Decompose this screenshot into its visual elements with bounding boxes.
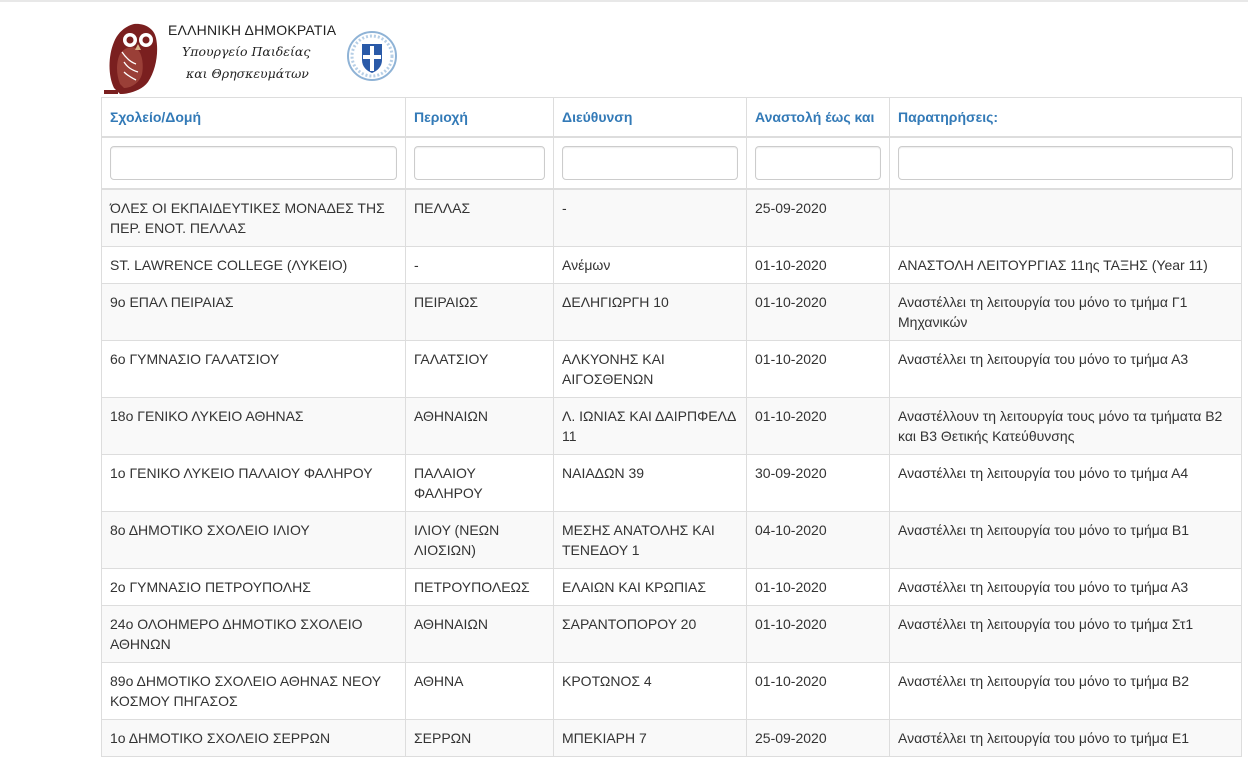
cell-area: ΠΕΤΡΟΥΠΟΛΕΩΣ [406, 569, 554, 606]
cell-until: 04-10-2020 [747, 512, 890, 569]
cell-address: ΔΕΛΗΓΙΩΡΓΗ 10 [554, 284, 747, 341]
cell-notes: Αναστέλλει τη λειτουργία του μόνο το τμήμα Β2 [890, 663, 1242, 720]
cell-school: 24ο ΟΛΟΗΜΕΡΟ ΔΗΜΟΤΙΚΟ ΣΧΟΛΕΙΟ ΑΘΗΝΩΝ [102, 606, 406, 663]
cell-notes: Αναστέλλει τη λειτουργία του μόνο το τμήμα Α4 [890, 455, 1242, 512]
cell-address: Ανέμων [554, 247, 747, 284]
cell-area: - [406, 247, 554, 284]
cell-until: 30-09-2020 [747, 455, 890, 512]
cell-address: ΜΕΣΗΣ ΑΝΑΤΟΛΗΣ ΚΑΙ ΤΕΝΕΔΟΥ 1 [554, 512, 747, 569]
greek-coat-of-arms-icon [346, 30, 398, 82]
table-row [102, 247, 1242, 284]
filter-notes-input[interactable] [898, 146, 1233, 180]
cell-notes: Αναστέλλει τη λειτουργία του μόνο το τμήμα Β1 [890, 512, 1242, 569]
cell-area: ΑΘΗΝΑΙΩΝ [406, 606, 554, 663]
cell-until: 25-09-2020 [747, 720, 890, 757]
table-row [102, 189, 1242, 247]
table-row [102, 606, 1242, 663]
cell-until: 01-10-2020 [747, 247, 890, 284]
column-header-suspension-until[interactable]: Αναστολή έως και [747, 98, 890, 138]
table-row [102, 398, 1242, 455]
filter-address-input[interactable] [562, 146, 738, 180]
cell-area: ΑΘΗΝΑΙΩΝ [406, 398, 554, 455]
cell-address: ΚΡΟΤΩΝΟΣ 4 [554, 663, 747, 720]
column-header-address[interactable]: Διεύθυνση [554, 98, 747, 138]
filter-until-input[interactable] [755, 146, 881, 180]
cell-address: ΕΛΑΙΩΝ ΚΑΙ ΚΡΩΠΙΑΣ [554, 569, 747, 606]
cell-school: 2ο ΓΥΜΝΑΣΙΟ ΠΕΤΡΟΥΠΟΛΗΣ [102, 569, 406, 606]
table-row [102, 663, 1242, 720]
ministry-name-line2: και Θρησκευμάτων [186, 66, 309, 81]
cell-until: 01-10-2020 [747, 569, 890, 606]
government-title: ΕΛΛΗΝΙΚΗ ΔΗΜΟΚΡΑΤΙΑ [168, 22, 337, 38]
cell-area: ΠΕΙΡΑΙΩΣ [406, 284, 554, 341]
cell-notes: Αναστέλλει τη λειτουργία του μόνο το τμήμα Στ1 [890, 606, 1242, 663]
cell-school: ST. LAWRENCE COLLEGE (ΛΥΚΕΙΟ) [102, 247, 406, 284]
cell-school: ΌΛΕΣ ΟΙ ΕΚΠΑΙΔΕΥΤΙΚΕΣ ΜΟΝΑΔΕΣ ΤΗΣ ΠΕΡ. ΕΝΟΤ. ΠΕΛΛΑΣ [102, 189, 406, 247]
cell-address: ΜΠΕΚΙΑΡΗ 7 [554, 720, 747, 757]
cell-until: 01-10-2020 [747, 284, 890, 341]
column-header-school[interactable]: Σχολείο/Δομή [102, 98, 406, 138]
cell-school: 6ο ΓΥΜΝΑΣΙΟ ΓΑΛΑΤΣΙΟΥ [102, 341, 406, 398]
cell-area: ΓΑΛΑΤΣΙΟΥ [406, 341, 554, 398]
cell-notes: Αναστέλλει τη λειτουργία του μόνο το τμήμα Α3 [890, 341, 1242, 398]
cell-notes: Αναστέλλει τη λειτουργία του μόνο το τμήμα Γ1 Μηχανικών [890, 284, 1242, 341]
cell-address: Λ. ΙΩΝΙΑΣ ΚΑΙ ΔΑΙΡΠΦΕΛΔ 11 [554, 398, 747, 455]
cell-until: 01-10-2020 [747, 663, 890, 720]
cell-area: ΙΛΙΟΥ (ΝΕΩΝ ΛΙΟΣΙΩΝ) [406, 512, 554, 569]
cell-address: ΝΑΙΑΔΩΝ 39 [554, 455, 747, 512]
filter-area-input[interactable] [414, 146, 545, 180]
cell-until: 01-10-2020 [747, 398, 890, 455]
cell-area: ΣΕΡΡΩΝ [406, 720, 554, 757]
filter-school-input[interactable] [110, 146, 397, 180]
cell-school: 1ο ΔΗΜΟΤΙΚΟ ΣΧΟΛΕΙΟ ΣΕΡΡΩΝ [102, 720, 406, 757]
top-border [0, 0, 1248, 2]
cell-school: 9ο ΕΠΑΛ ΠΕΙΡΑΙΑΣ [102, 284, 406, 341]
cell-area: ΠΑΛΑΙΟΥ ΦΑΛΗΡΟΥ [406, 455, 554, 512]
ministry-header [100, 18, 410, 96]
column-header-notes[interactable]: Παρατηρήσεις: [890, 98, 1242, 138]
cell-notes: Αναστέλλει τη λειτουργία του μόνο το τμήμα Ε1 [890, 720, 1242, 757]
table-row [102, 455, 1242, 512]
cell-school: 89ο ΔΗΜΟΤΙΚΟ ΣΧΟΛΕΙΟ ΑΘΗΝΑΣ ΝΕΟΥ ΚΟΣΜΟΥ ΠΗΓΑΣΟΣ [102, 663, 406, 720]
cell-notes: Αναστέλλουν τη λειτουργία τους μόνο τα τμήματα Β2 και Β3 Θετικής Κατεύθυνσης [890, 398, 1242, 455]
cell-area: ΑΘΗΝΑ [406, 663, 554, 720]
cell-until: 01-10-2020 [747, 341, 890, 398]
cell-address: - [554, 189, 747, 247]
cell-notes: ΑΝΑΣΤΟΛΗ ΛΕΙΤΟΥΡΓΙΑΣ 11ης ΤΑΞΗΣ (Year 11) [890, 247, 1242, 284]
column-header-area[interactable]: Περιοχή [406, 98, 554, 138]
cell-school: 18ο ΓΕΝΙΚΟ ΛΥΚΕΙΟ ΑΘΗΝΑΣ [102, 398, 406, 455]
cell-address: ΑΛΚΥΟΝΗΣ ΚΑΙ ΑΙΓΟΣΘΕΝΩΝ [554, 341, 747, 398]
cell-notes [890, 189, 1242, 247]
ministry-name-line1: Υπουργείο Παιδείας [182, 44, 311, 59]
filter-row [102, 137, 1242, 189]
table-row [102, 512, 1242, 569]
table-row [102, 341, 1242, 398]
table-row [102, 284, 1242, 341]
owl-logo-icon [100, 18, 162, 96]
cell-school: 8ο ΔΗΜΟΤΙΚΟ ΣΧΟΛΕΙΟ ΙΛΙΟΥ [102, 512, 406, 569]
cell-until: 25-09-2020 [747, 189, 890, 247]
table-header-row [102, 98, 1242, 138]
cell-area: ΠΕΛΛΑΣ [406, 189, 554, 247]
cell-until: 01-10-2020 [747, 606, 890, 663]
cell-address: ΣΑΡΑΝΤΟΠΟΡΟΥ 20 [554, 606, 747, 663]
table-row [102, 569, 1242, 606]
table-row [102, 720, 1242, 757]
cell-school: 1ο ΓΕΝΙΚΟ ΛΥΚΕΙΟ ΠΑΛΑΙΟΥ ΦΑΛΗΡΟΥ [102, 455, 406, 512]
school-closures-table [101, 97, 1242, 757]
cell-notes: Αναστέλλει τη λειτουργία του μόνο το τμήμα Α3 [890, 569, 1242, 606]
